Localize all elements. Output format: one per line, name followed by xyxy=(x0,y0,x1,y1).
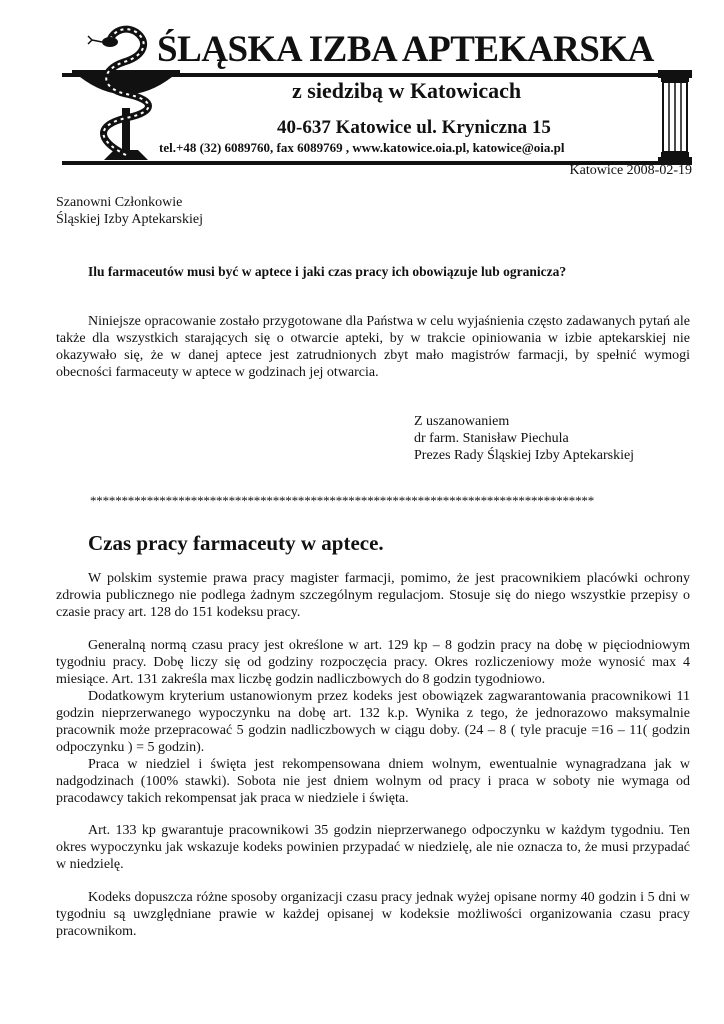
paragraph-4: Praca w niedziel i święta jest rekompensowana dniem wolnym, ewentualnie wynagradzana jak w nadgodzinach (100% stawki). Sobota nie jest dniem wolnym od pracy i praca w soboty nie wymaga od pracodawcy takich rekompensat jak praca w niedziele i święta. xyxy=(56,757,690,806)
signature-line-2: dr farm. Stanisław Piechula xyxy=(414,431,569,446)
paragraph-5: Art. 133 kp gwarantuje pracownikowi 35 godzin nieprzerwanego odpoczynku w każdym tygodniu. Ten okres wypoczynku jak wskazuje kodeks powinien przypadać w niedzielę, ale nie oznacza to, że musi przypadać w niedzielę. xyxy=(56,823,690,872)
intro-paragraph: Niniejsze opracowanie zostało przygotowane dla Państwa w celu wyjaśnienia często zadawanych pytań ale także dla wszystkich starających się o otwarcie apteki, by w trakcie opiniowania w izbie aptekarskiej nie okazywało się, że w danej aptece jest zatrudnionych zbyt mało magistrów farmacji, by spełnić wymogi obecności farmaceuty w aptece w godzinach jej otwarcia. xyxy=(56,314,690,380)
letterhead xyxy=(62,20,692,170)
addressee-line-1: Szanowni Członkowie xyxy=(56,195,183,210)
signature-block xyxy=(414,413,634,464)
paragraph-2: Generalną normą czasu pracy jest określone w art. 129 kp – 8 godzin pracy na dobę w pięciodniowym tygodniu pracy. Dobę liczy się od godziny rozpoczęcia pracy. Okres rozliczeniowy może wynosić max 4 miesiące. Art. 131 zakreśla max liczbę godzin nadliczbowych do 8 godzin tygodniowo. xyxy=(56,638,690,687)
letterhead-subtitle: z siedzibą w Katowicach xyxy=(292,78,522,103)
paragraph-1: W polskim systemie prawa pracy magister farmacji, pomimo, że jest pracownikiem placówki ochrony zdrowia publicznego nie podlega żadnym szczególnym regulacjom. Stosuje się do niego wszystkie przepisy o czasie pracy art. 128 do 151 kodeksu pracy. xyxy=(56,571,690,620)
letterhead-title: ŚLĄSKA IZBA APTEKARSKA xyxy=(157,29,654,70)
signature-line-1: Z uszanowaniem xyxy=(414,414,510,429)
addressee xyxy=(56,194,203,228)
column-icon xyxy=(658,70,692,164)
signature-line-3: Prezes Rady Śląskiej Izby Aptekarskiej xyxy=(414,448,635,463)
separator-stars: ******************************************************************************** xyxy=(90,494,595,508)
question-heading: Ilu farmaceutów musi być w aptece i jaki czas pracy ich obowiązuje lub ogranicza? xyxy=(88,264,567,279)
paragraph-6: Kodeks dopuszcza różne sposoby organizacji czasu pracy jednak wyżej opisane normy 40 godzin i 5 dni w tygodniu są uwzględniane prawie w każdej opisanej w kodeksie możliwości organizowania czasu pracy pracownikom. xyxy=(56,890,690,939)
letterhead-contact: tel.+48 (32) 6089760, fax 6089769 , www.katowice.oia.pl, katowice@oia.pl xyxy=(159,140,565,155)
letterhead-address: 40-637 Katowice ul. Kryniczna 15 xyxy=(277,117,551,138)
addressee-line-2: Śląskiej Izby Aptekarskiej xyxy=(56,212,203,227)
document-date: Katowice 2008-02-19 xyxy=(569,163,692,178)
paragraph-3: Dodatkowym kryterium ustanowionym przez kodeks jest obowiązek zagwarantowania pracownikowi 11 godzin nieprzerwanego wypoczynku na dobę art. 132 k.p. Wynika z tego, że jednorazowo maksymalnie pracownik może przepracować 5 godzin nadliczbowych w ciągu doby. (24 – 8 ( tyle pracuje =16 – 11( godzin odpoczynku ) = 5 godzin). xyxy=(56,689,690,755)
section-heading: Czas pracy farmaceuty w aptece. xyxy=(88,531,384,555)
